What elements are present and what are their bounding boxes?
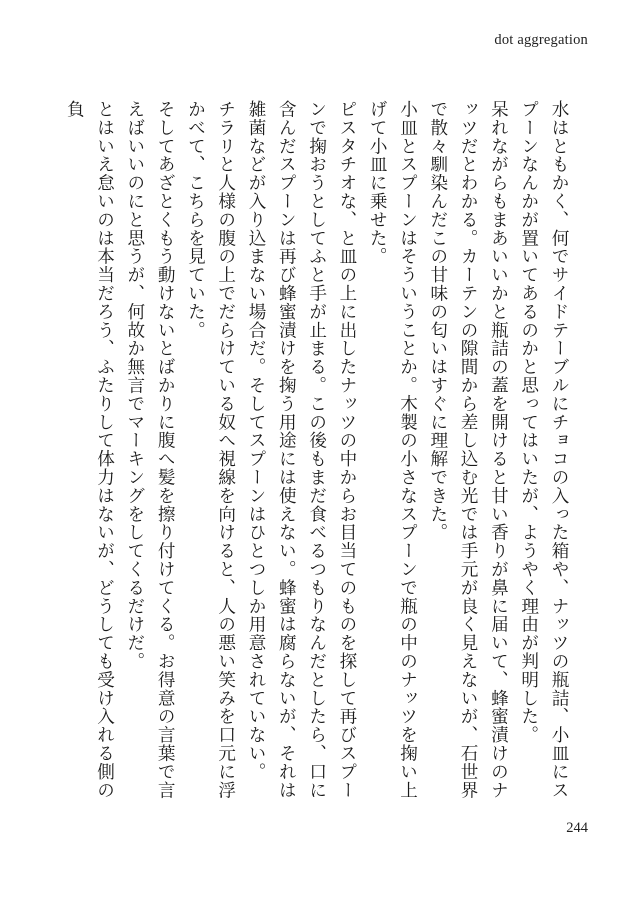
vertical-body-text bbox=[64, 100, 574, 812]
paragraph: とはいえ怠いのは本当だろう、ふたりして体力はないが、どうしても受け入れる側の負 bbox=[64, 100, 115, 800]
paragraph: ピスタチオな、と皿の上に出したナッツの中からお目当てのものを探して再びスプーンで掬おうとしてふと手が止まる。この後もまだ食べるつもりなんだとしたら、口に含んだスプーンは再び蜂蜜漬けを掬う用途には使えない。蜂蜜は腐らないが、それは雑菌などが入り込まない場合だ。そしてスプーンはひとつしか用意されていない。 bbox=[246, 100, 357, 800]
paragraph: そしてあざとくもう動けないとばかりに腹へ髪を擦り付けてくる。お得意の言葉で言えばいいのにと思うが、何故か無言でマーキングをしてくるだけだ。 bbox=[124, 100, 176, 800]
paragraph: 呆れながらもまあいいかと瓶詰の蓋を開けると甘い香りが鼻に届いて、蜂蜜漬けのナッツだとわかる。カーテンの隙間から差し込む光では手元が良く見えないが、石世界で散々馴染んだこの甘味の匂いはすぐに理解できた。 bbox=[427, 100, 509, 800]
paragraph: チラリと人様の腹の上でだらけている奴へ視線を向けると、人の悪い笑みを口元に浮かべて、こちらを見ていた。 bbox=[185, 100, 236, 800]
page-number: 244 bbox=[566, 820, 588, 836]
paragraph: 水はともかく、何でサイドテーブルにチョコの入った箱や、ナッツの瓶詰、小皿にスプーンなんかが置いてあるのかと思ってはいたが、ようやく理由が判明した。 bbox=[518, 100, 569, 800]
running-header-title: dot aggregation bbox=[494, 32, 588, 48]
paragraph: 小皿とスプーンはそういうことか。木製の小さなスプーンで瓶の中のナッツを掬い上げて小皿に乗せた。 bbox=[367, 100, 418, 800]
